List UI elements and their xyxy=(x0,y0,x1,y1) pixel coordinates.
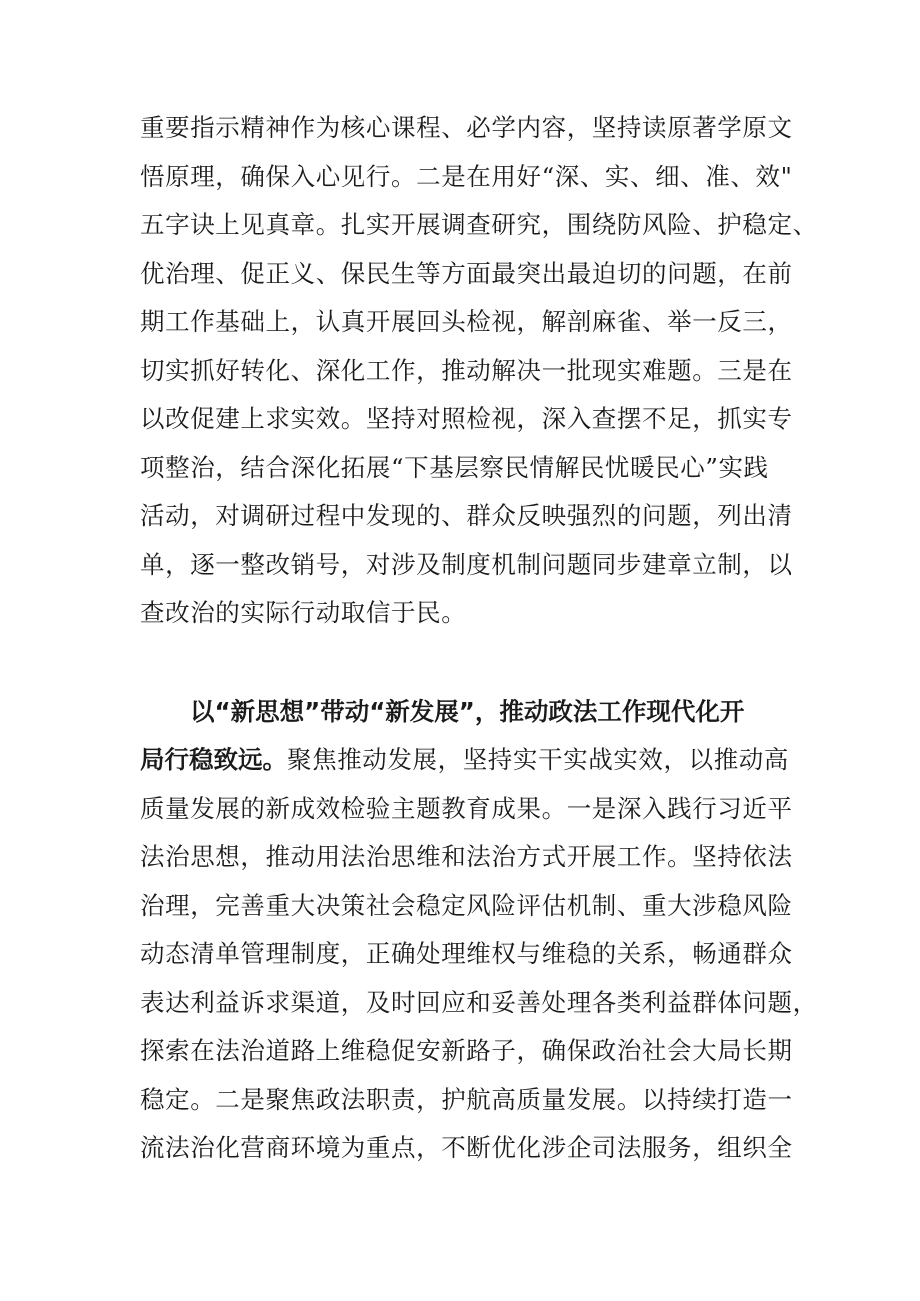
text-line: 期工作基础上，认真开展回头检视，解剖麻雀、举一反三， xyxy=(140,307,793,336)
text-line: 表达利益诉求渠道，及时回应和妥善处理各类利益群体问题， xyxy=(140,988,818,1017)
heading-text: 以“新思想”带动“新发展”，推动政法工作现代化开 xyxy=(190,697,745,726)
text-line: 悟原理，确保入心见行。二是在用好“深、实、细、准、效" xyxy=(140,162,793,191)
text-line: 法治思想，推动用法治思维和法治方式开展工作。坚持依法 xyxy=(140,842,793,871)
text-line xyxy=(140,745,789,775)
text-line: 五字诀上见真章。扎实开展调查研究，围绕防风险、护稳定、 xyxy=(140,210,818,239)
section-heading xyxy=(190,697,744,727)
text-line: 治理，完善重大决策社会稳定风险评估机制、重大涉稳风险 xyxy=(140,891,793,920)
text-line: 活动，对调研过程中发现的、群众反映强烈的问题，列出清 xyxy=(140,501,793,530)
text-line: 稳定。二是聚焦政法职责，护航高质量发展。以持续打造一 xyxy=(140,1085,793,1114)
text-line: 优治理、促正义、保民生等方面最突出最迫切的问题，在前 xyxy=(140,259,793,288)
text-line: 切实抓好转化、深化工作，推动解决一批现实难题。三是在 xyxy=(140,356,793,385)
text-line: 以改促建上求实效。坚持对照检视，深入查摆不足，抓实专 xyxy=(140,404,793,433)
text-line: 重要指示精神作为核心课程、必学内容，坚持读原著学原文 xyxy=(140,113,793,142)
text-line: 查改治的实际行动取信于民。 xyxy=(140,598,467,627)
text-line: 质量发展的新成效检验主题教育成果。一是深入践行习近平 xyxy=(140,794,793,823)
text-line: 动态清单管理制度，正确处理维权与维稳的关系，畅通群众 xyxy=(140,939,793,968)
text-line: 探索在法治道路上维稳促安新路子，确保政治社会大局长期 xyxy=(140,1036,793,1065)
text-line: 流法治化营商环境为重点，不断优化涉企司法服务，组织全 xyxy=(140,1133,793,1162)
heading-text-continued: 局行稳致远。 xyxy=(140,745,287,774)
body-text: 聚焦推动发展，坚持实干实战实效，以推动高 xyxy=(287,745,789,774)
text-line: 单，逐一整改销号，对涉及制度机制问题同步建章立制，以 xyxy=(140,550,793,579)
text-line: 项整治，结合深化拓展“下基层察民情解民忧暖民心”实践 xyxy=(140,453,769,482)
